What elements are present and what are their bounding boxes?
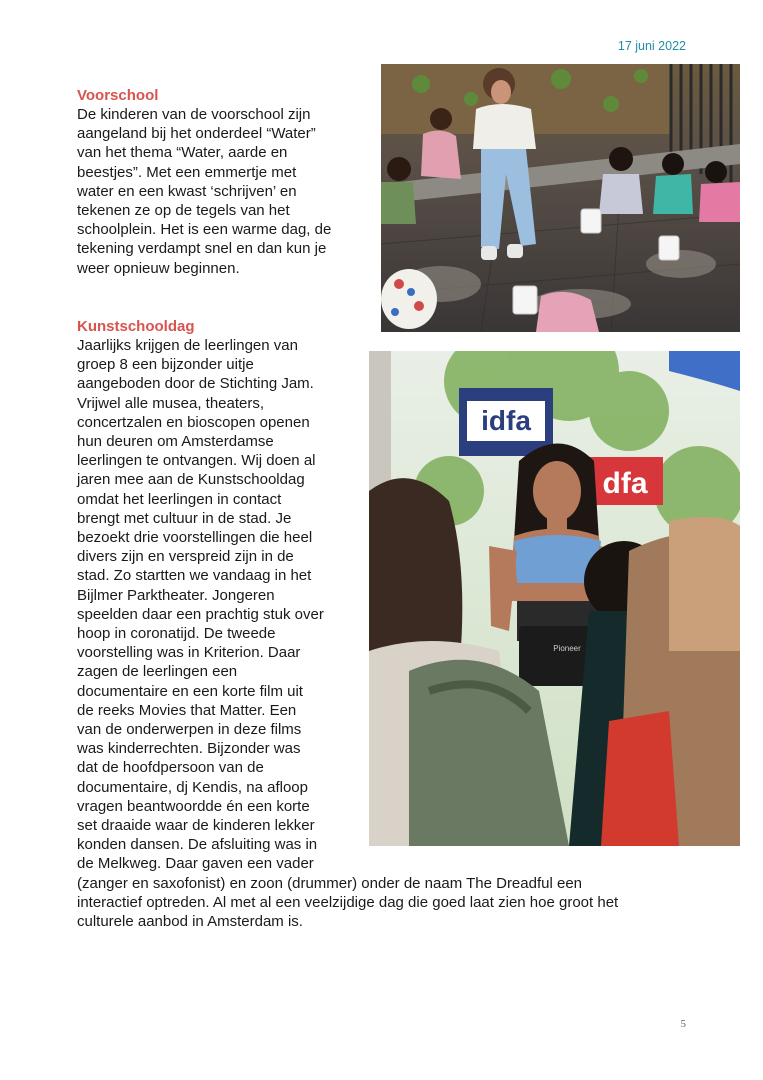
kunstschooldag-line: dat de hoofdpersoon van de: [77, 759, 264, 777]
kunstschooldag-line: Jaarlijks krijgen de leerlingen van: [77, 337, 298, 354]
kunstschooldag-line: documentaire, dj Kendis, na afloop: [77, 778, 308, 796]
kunstschooldag-line: zagen de leerlingen een: [77, 663, 238, 681]
idfa-sign-red-text: dfa: [602, 467, 648, 500]
voorschool-line: beestjes”. Met een emmertje met: [77, 163, 297, 181]
kunstschooldag-line: vragen beantwoordde én een korte: [77, 797, 310, 815]
voorschool-line: water en een kwast ‘schrijven’ en: [77, 182, 297, 200]
page-date: 17 juni 2022: [617, 39, 686, 53]
idfa-sign-text: idfa: [481, 405, 531, 436]
voorschool-line: aangeland bij het onderdeel “Water”: [77, 125, 316, 143]
kunstschooldag-line: van de onderwerpen in deze films: [77, 721, 302, 739]
voorschool-line: De kinderen van de voorschool zijn: [77, 106, 311, 123]
paragraph-voorschool: [77, 105, 331, 278]
kunstschooldag-line: de Melkweg. Daar gaven een vader: [77, 855, 314, 873]
kunstschooldag-line: de reeks Movies that Matter. Een: [77, 701, 297, 719]
kunstschooldag-line: konden dansen. De afsluiting was in: [77, 836, 318, 854]
voorschool-line: tekening verdampt snel en dan kun je: [77, 240, 327, 258]
kunstschooldag-line: voorstelling was in Kriterion. Daar: [77, 644, 301, 662]
kunstschooldag-line: speelden daar een prachtig stuk over: [77, 605, 324, 623]
photo-dj-kendis-illustration: [369, 351, 740, 846]
kunstschooldag-line: brengt met cultuur in de stad. Je: [77, 509, 292, 527]
kunstschooldag-line: set draaide waar de kinderen lekker: [77, 817, 315, 835]
kunstschooldag-line: documentaire en een korte film uit: [77, 682, 303, 700]
kunstschooldag-line: omdat het leerlingen in contact: [77, 490, 282, 508]
kunstschooldag-line: Vrijwel alle musea, theaters,: [77, 394, 265, 412]
kunstschooldag-line: jaren mee aan de Kunstschooldag: [77, 471, 305, 489]
voorschool-line: tekenen ze op de tegels van het: [77, 202, 290, 220]
section-title-kunstschooldag: Kunstschooldag: [77, 318, 195, 335]
photo-children-painting-illustration: [381, 64, 740, 332]
kunstschooldag-line: stad. Zo startten we vandaag in het: [77, 567, 312, 585]
kunstschooldag-line: Bijlmer Parktheater. Jongeren: [77, 586, 275, 604]
kunstschooldag-line: hun deuren om Amsterdamse: [77, 433, 274, 451]
kunstschooldag-line: leerlingen te ontvangen. Wij doen al: [77, 452, 316, 470]
kunstschooldag-line: culturele aanbod in Amsterdam is.: [77, 913, 303, 931]
kunstschooldag-line: bezoekt drie voorstellingen die heel: [77, 529, 313, 547]
voorschool-line: weer opnieuw beginnen.: [77, 259, 240, 277]
photo-dj-kendis: [369, 351, 740, 846]
photo-children-painting: [381, 64, 740, 332]
pioneer-label: Pioneer: [553, 644, 581, 653]
kunstschooldag-line: divers zijn en verspreid zijn in de: [77, 548, 294, 566]
voorschool-line: van het thema “Water, aarde en: [77, 144, 288, 162]
kunstschooldag-line: was kinderrechten. Bijzonder was: [77, 740, 301, 758]
voorschool-line: schoolplein. Het is een warme dag, de: [77, 221, 332, 239]
kunstschooldag-line: concertzalen en bioscopen openen: [77, 413, 310, 431]
kunstschooldag-line: (zanger en saxofonist) en zoon (drummer) onder de naam The Dreadful een: [77, 874, 582, 892]
section-title-voorschool: Voorschool: [77, 87, 159, 104]
kunstschooldag-line: aangeboden door de Stichting Jam.: [77, 375, 314, 393]
page-number: 5: [680, 1018, 686, 1030]
kunstschooldag-line: interactief optreden. Al met al een veelzijdige dag die goed laat zien hoe groot het: [77, 893, 619, 911]
kunstschooldag-line: hoop in coronatijd. De tweede: [77, 625, 276, 643]
kunstschooldag-line: groep 8 een bijzonder uitje: [77, 356, 254, 374]
